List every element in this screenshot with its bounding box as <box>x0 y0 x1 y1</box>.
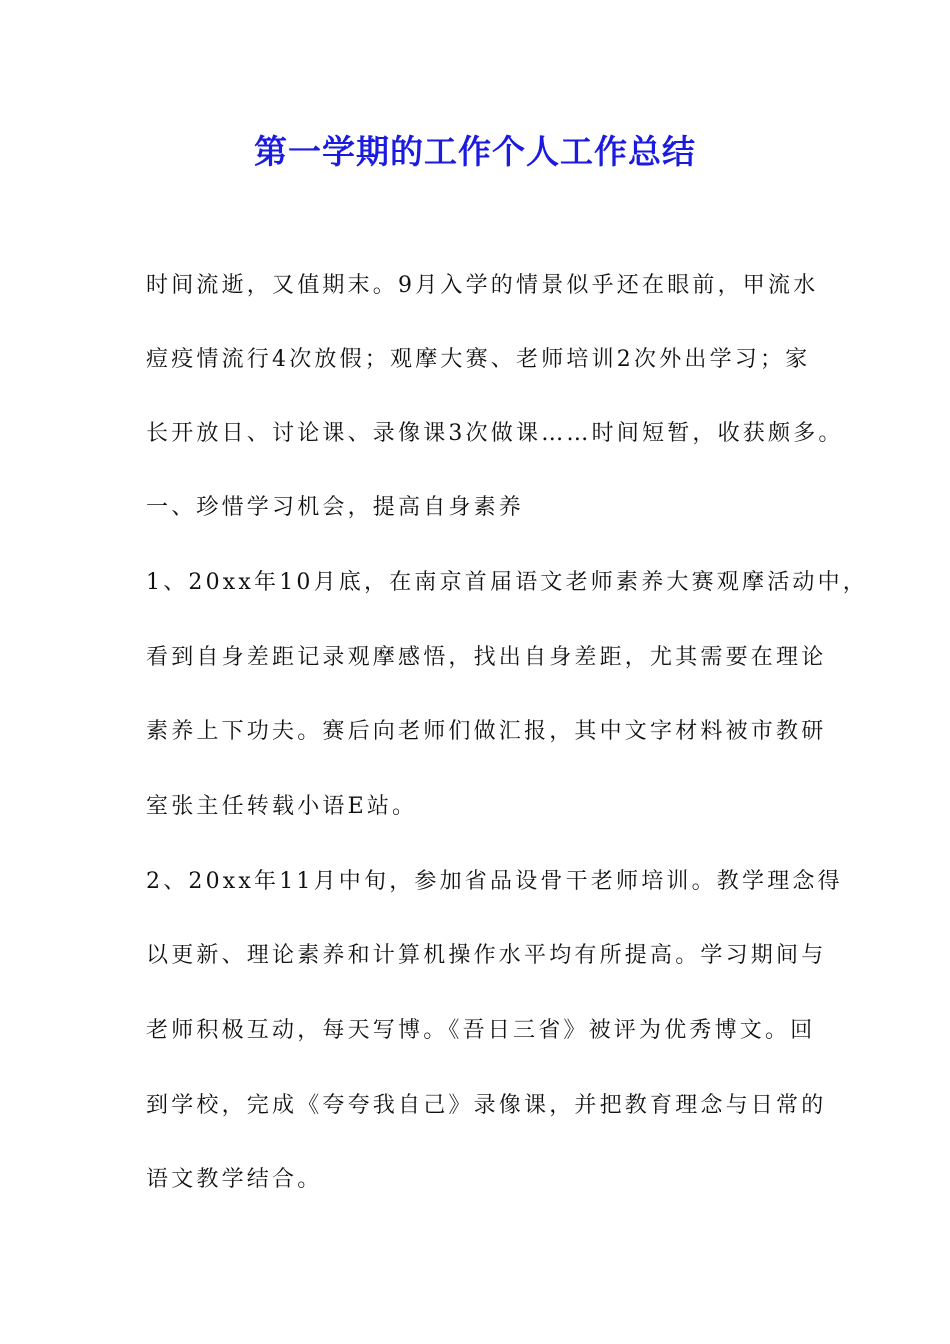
paragraph-line: 老师积极互动，每天写博。《吾日三省》被评为优秀博文。回 <box>146 1018 816 1043</box>
paragraph-line: 素养上下功夫。赛后向老师们做汇报，其中文字材料被市教研 <box>146 719 827 744</box>
paragraph-line: 看到自身差距记录观摩感悟，找出自身差距，尤其需要在理论 <box>146 645 827 670</box>
paragraph-line: 时间流逝，又值期末。9月入学的情景似乎还在眼前，甲流水 <box>146 273 819 298</box>
paragraph-line: 2、20xx年11月中旬，参加省品设骨干老师培训。教学理念得 <box>146 869 843 894</box>
paragraph-line: 长开放日、讨论课、录像课3次做课……时间短暂，收获颇多。 <box>146 421 844 446</box>
paragraph-line: 到学校，完成《夸夸我自己》录像课，并把教育理念与日常的 <box>146 1093 827 1118</box>
paragraph-line: 以更新、理论素养和计算机操作水平均有所提高。学习期间与 <box>146 943 827 968</box>
paragraph-line: 痘疫情流行4次放假；观摩大赛、老师培训2次外出学习；家 <box>146 347 811 372</box>
document-title: 第一学期的工作个人工作总结 <box>254 132 696 171</box>
paragraph-line: 1、20xx年10月底，在南京首届语文老师素养大赛观摩活动中， <box>146 570 869 595</box>
paragraph-line: 语文教学结合。 <box>146 1167 323 1192</box>
paragraph-line: 室张主任转载小语E站。 <box>146 794 418 819</box>
section-heading: 一、珍惜学习机会，提高自身素养 <box>146 495 525 520</box>
